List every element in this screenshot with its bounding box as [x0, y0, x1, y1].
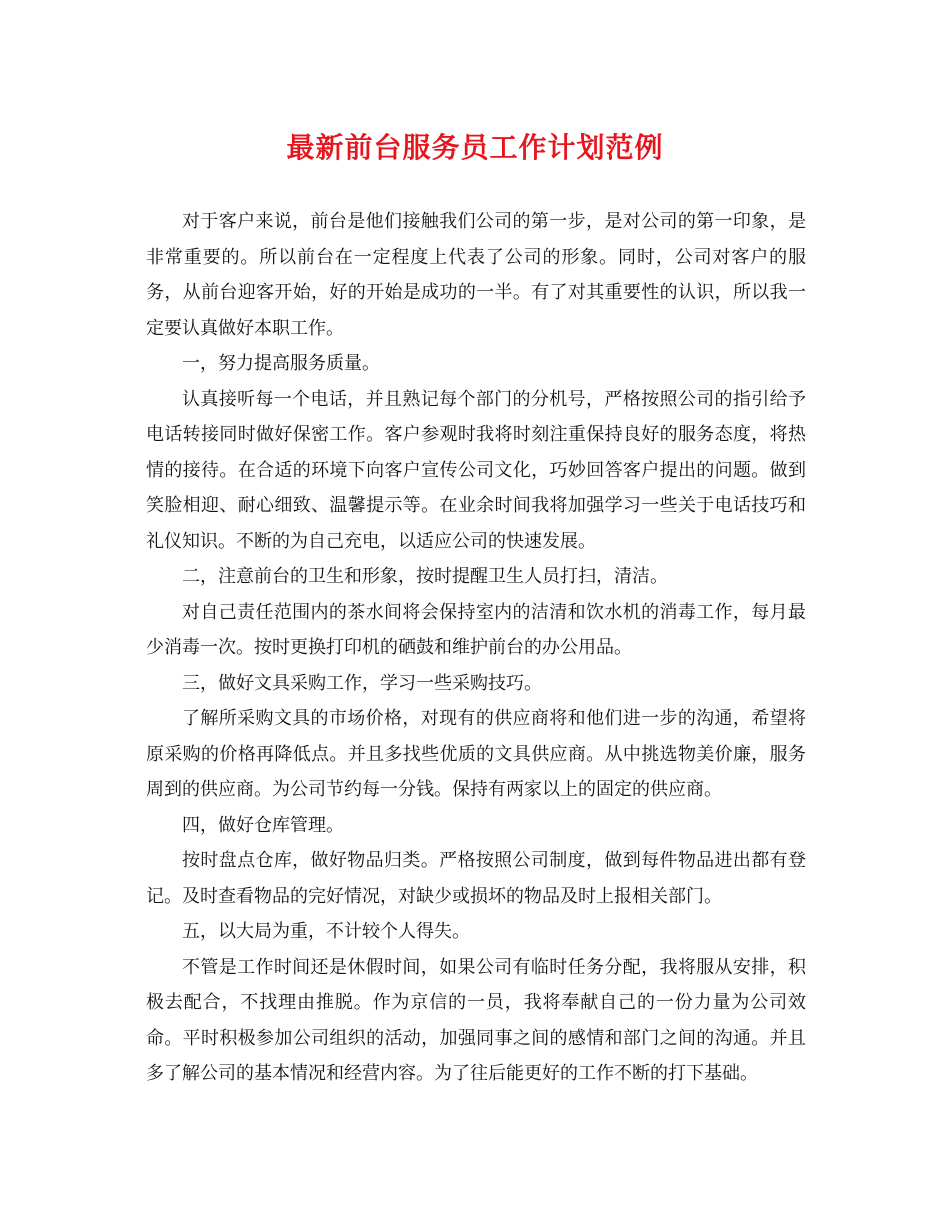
section-heading-3: 三，做好文具采购工作，学习一些采购技巧。	[182, 672, 542, 694]
section-heading-1: 一，努力提高服务质量。	[182, 353, 380, 374]
intro-paragraph: 对于客户来说，前台是他们接触我们公司的第一步，是对公司的第一印象，是非常重要的。所以前台在一定程度上代表了公司的形象。同时，公司对客户的服务，从前台迎客开始，好的开始是成功的一半。有了对其重要性的认识，所以我一定要认真做好本职工作。	[146, 211, 806, 339]
section-heading-2: 二，注意前台的卫生和形象，按时提醒卫生人员打扫，清洁。	[182, 566, 668, 587]
section-paragraph-3: 了解所采购文具的市场价格，对现有的供应商将和他们进一步的沟通，希望将原采购的价格再降低点。并且多找些优质的文具供应商。从中挑选物美价廉，服务周到的供应商。为公司节约每一分钱。保持有两家以上的固定的供应商。	[146, 708, 806, 800]
document-title: 最新前台服务员工作计划范例	[286, 131, 664, 164]
section-heading-4: 四，做好仓库管理。	[182, 814, 344, 836]
section-paragraph-4: 按时盘点仓库，做好物品归类。严格按照公司制度，做到每件物品进出都有登记。及时查看物品的完好情况，对缺少或损坏的物品及时上报相关部门。	[146, 850, 806, 907]
section-heading-5: 五，以大局为重，不计较个人得失。	[182, 921, 470, 942]
section-paragraph-1: 认真接听每一个电话，并且熟记每个部门的分机号，严格按照公司的指引给予电话转接同时做好保密工作。客户参观时我将时刻注重保持良好的服务态度，将热情的接待。在合适的环境下向客户宣传公司文化，巧妙回答客户提出的问题。做到笑脸相迎、耐心细致、温馨提示等。在业余时间我将加强学习一些关于电话技巧和礼仪知识。不断的为自己充电，以适应公司的快速发展。	[146, 388, 806, 552]
section-paragraph-2: 对自己责任范围内的茶水间将会保持室内的洁清和饮水机的消毒工作，每月最少消毒一次。按时更换打印机的硒鼓和维护前台的办公用品。	[146, 601, 806, 658]
document-body	[146, 204, 806, 1092]
section-paragraph-5: 不管是工作时间还是休假时间，如果公司有临时任务分配，我将服从安排，积极去配合，不找理由推脱。作为京信的一员，我将奉献自己的一份力量为公司效命。平时积极参加公司组织的活动，加强同事之间的感情和部门之间的沟通。并且多了解公司的基本情况和经营内容。为了往后能更好的工作不断的打下基础。	[146, 956, 806, 1084]
